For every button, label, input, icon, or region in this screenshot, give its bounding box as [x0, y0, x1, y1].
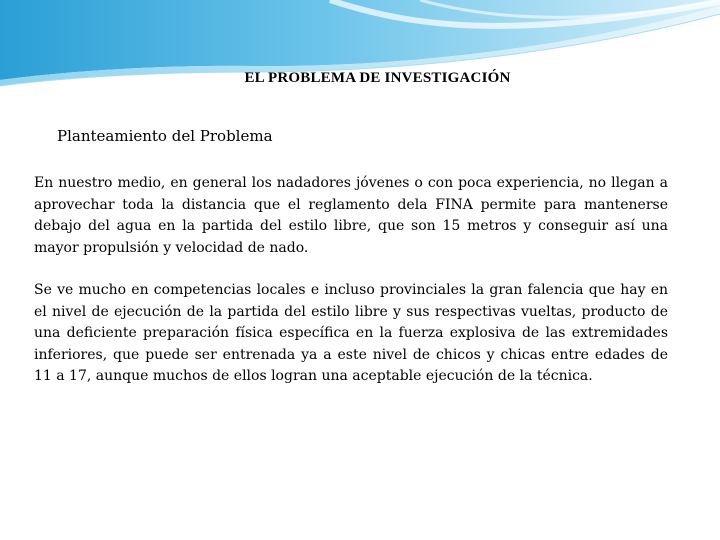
slide-title: EL PROBLEMA DE INVESTIGACIÓN: [244, 70, 511, 86]
paragraph-2: Se ve mucho en competencias locales e incluso provinciales la gran falencia que hay en el nivel de ejecución de la partida del estilo libre y sus respectivas vueltas, producto de una deficiente preparación física específica en la fuerza explosiva de las extremidades inferiores, que puede ser entrenada ya a este nivel de chicos y chicas entre edades de 11 a 17, aunque muchos de ellos logran una aceptable ejecución de la técnica.: [34, 282, 668, 384]
paragraph-1: En nuestro medio, en general los nadadores jóvenes o con poca experiencia, no llegan a aprovechar toda la distancia que el reglamento dela FINA permite para mantenerse debajo del agua en la partida del estilo libre, que son 15 metros y conseguir así una mayor propulsión y velocidad de nado.: [34, 175, 668, 256]
slide-subtitle: Planteamiento del Problema: [57, 127, 273, 145]
